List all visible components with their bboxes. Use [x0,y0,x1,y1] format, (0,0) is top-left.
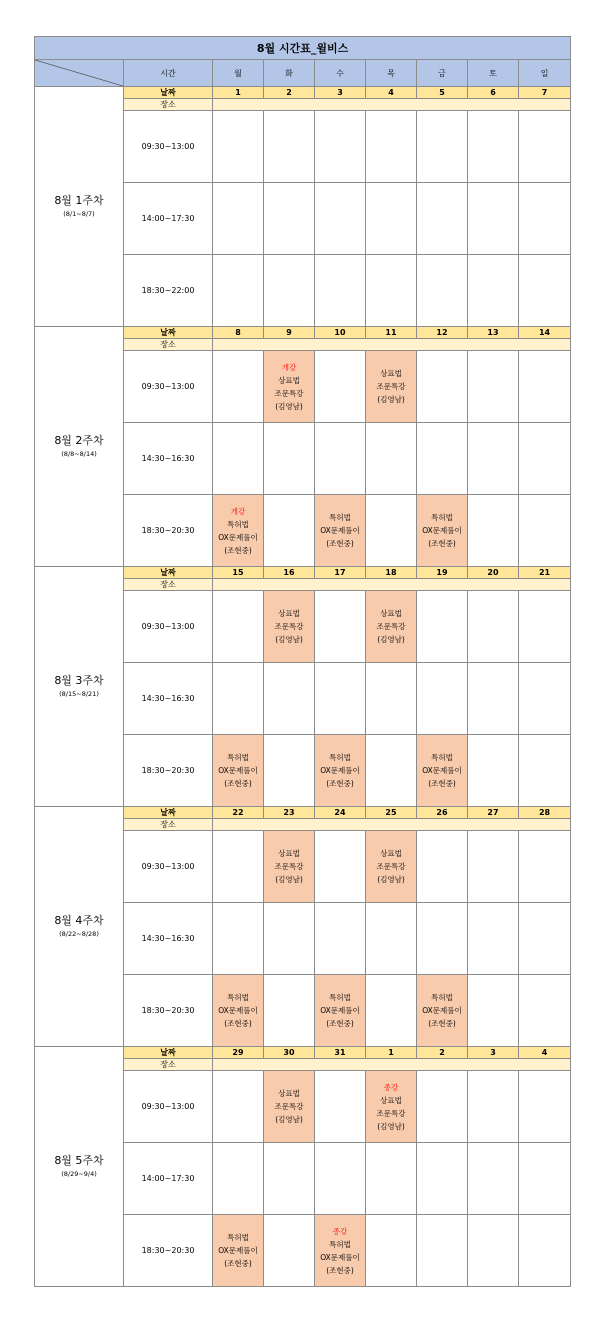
lecture-instructor: (김영남) [275,1115,303,1124]
empty-cell [213,351,264,423]
lecture-subject: 특허법 [227,519,249,529]
empty-cell [315,1143,366,1215]
lecture-instructor: (조현중) [428,1019,456,1028]
date-cell: 31 [315,1047,366,1059]
empty-cell [213,591,264,663]
week-date-range: (8/1~8/7) [63,210,95,218]
lecture-subject: 상표법 [380,369,402,378]
day-header: 목 [366,60,417,87]
empty-cell [366,1215,417,1287]
empty-cell [315,663,366,735]
lecture-title: 조문특강 [274,622,304,631]
time-slot-label: 14:00~17:30 [124,1143,213,1215]
empty-cell [264,255,315,327]
lecture-title: OX문제풀이 [320,1252,360,1262]
week-date-range: (8/8~8/14) [61,450,97,458]
lecture-subject: 상표법 [278,1089,300,1098]
lecture-cell [213,735,264,807]
lecture-subject: 상표법 [278,849,300,858]
lecture-cell [315,1215,366,1287]
empty-cell [213,831,264,903]
empty-cell [468,1143,519,1215]
date-cell: 8 [213,327,264,339]
week-label: 8월 4주차 [54,914,104,927]
empty-cell [417,1143,468,1215]
lecture-cell [315,735,366,807]
lecture-instructor: (김영남) [377,1121,405,1131]
lecture-title: OX문제풀이 [218,532,258,542]
empty-cell [468,903,519,975]
empty-cell [264,903,315,975]
lecture-cell [213,1215,264,1287]
empty-cell [519,903,571,975]
date-cell: 7 [519,87,571,99]
date-cell: 16 [264,567,315,579]
lecture-subject: 특허법 [227,753,249,762]
empty-cell [264,975,315,1047]
empty-cell [519,1071,571,1143]
location-row-label: 장소 [124,819,213,831]
date-cell: 1 [366,1047,417,1059]
lecture-title: 조문특강 [376,862,406,871]
date-cell: 4 [519,1047,571,1059]
day-header: 월 [213,60,264,87]
lecture-instructor: (조현중) [428,779,456,788]
lecture-subject: 특허법 [227,993,249,1002]
day-header: 금 [417,60,468,87]
empty-cell [213,903,264,975]
time-slot-label: 18:30~22:00 [124,255,213,327]
empty-cell [519,255,571,327]
lecture-instructor: (조현중) [224,1259,252,1268]
empty-cell [519,735,571,807]
lecture-status-flag: 종강 [383,1082,399,1092]
empty-cell [519,423,571,495]
location-row-label: 장소 [124,99,213,111]
empty-cell [417,183,468,255]
empty-cell [468,423,519,495]
date-cell: 12 [417,327,468,339]
empty-cell [468,591,519,663]
lecture-instructor: (조현중) [326,1265,354,1275]
time-slot-label: 18:30~20:30 [124,735,213,807]
empty-cell [315,591,366,663]
date-cell: 19 [417,567,468,579]
week-label-cell [35,87,124,327]
date-cell: 4 [366,87,417,99]
empty-cell [468,831,519,903]
date-cell: 6 [468,87,519,99]
timetable [34,36,571,1287]
week-label: 8월 5주차 [54,1154,104,1167]
empty-cell [264,1143,315,1215]
empty-cell [213,423,264,495]
empty-cell [315,351,366,423]
empty-cell [468,495,519,567]
week-date-range: (8/29~9/4) [61,1170,97,1178]
empty-cell [468,351,519,423]
date-cell: 29 [213,1047,264,1059]
time-slot-label: 14:30~16:30 [124,903,213,975]
date-row-label: 날짜 [124,807,213,819]
lecture-subject: 상표법 [380,609,402,618]
lecture-instructor: (김영남) [377,875,405,884]
lecture-instructor: (김영남) [275,401,303,411]
empty-cell [468,1071,519,1143]
empty-cell [468,255,519,327]
location-row-label: 장소 [124,1059,213,1071]
time-slot-label: 09:30~13:00 [124,1071,213,1143]
location-cell [213,1059,571,1071]
location-row-label: 장소 [124,339,213,351]
lecture-cell [213,975,264,1047]
empty-cell [315,183,366,255]
week-label-cell [35,807,124,1047]
empty-cell [213,111,264,183]
empty-cell [468,663,519,735]
time-slot-label: 14:30~16:30 [124,663,213,735]
empty-cell [417,663,468,735]
time-slot-label: 18:30~20:30 [124,1215,213,1287]
lecture-title: OX문제풀이 [320,766,360,775]
empty-cell [315,111,366,183]
empty-cell [417,255,468,327]
date-cell: 3 [315,87,366,99]
week-date-range: (8/15~8/21) [59,690,99,698]
empty-cell [264,663,315,735]
lecture-subject: 특허법 [431,513,453,522]
empty-cell [366,1143,417,1215]
empty-cell [468,975,519,1047]
empty-cell [264,423,315,495]
empty-cell [519,831,571,903]
empty-cell [417,423,468,495]
empty-cell [519,663,571,735]
lecture-instructor: (조현중) [326,539,354,548]
date-cell: 1 [213,87,264,99]
empty-cell [213,663,264,735]
empty-cell [315,903,366,975]
location-cell [213,579,571,591]
lecture-subject: 특허법 [431,753,453,762]
empty-cell [366,495,417,567]
lecture-cell [315,495,366,567]
lecture-cell [366,351,417,423]
empty-cell [315,423,366,495]
week-label-cell [35,1047,124,1287]
date-row-label: 날짜 [124,87,213,99]
empty-cell [519,1215,571,1287]
date-row-label: 날짜 [124,327,213,339]
empty-cell [519,1143,571,1215]
lecture-instructor: (조현중) [224,1019,252,1028]
date-cell: 25 [366,807,417,819]
date-cell: 24 [315,807,366,819]
lecture-subject: 특허법 [329,1239,351,1249]
lecture-cell [264,591,315,663]
empty-cell [417,1215,468,1287]
week-label: 8월 3주차 [54,674,104,687]
lecture-title: 조문특강 [376,622,406,631]
lecture-instructor: (조현중) [326,779,354,788]
time-slot-label: 14:30~16:30 [124,423,213,495]
date-cell: 26 [417,807,468,819]
lecture-subject: 상표법 [380,849,402,858]
empty-cell [519,111,571,183]
lecture-subject: 상표법 [278,375,300,385]
empty-cell [264,1215,315,1287]
empty-cell [213,255,264,327]
day-header: 화 [264,60,315,87]
empty-cell [315,1071,366,1143]
timetable-title: 8월 시간표_윌비스 [35,37,571,60]
lecture-cell [213,495,264,567]
lecture-instructor: (김영남) [275,635,303,644]
date-cell: 23 [264,807,315,819]
empty-cell [366,183,417,255]
empty-cell [366,735,417,807]
empty-cell [315,255,366,327]
lecture-subject: 특허법 [329,993,351,1002]
empty-cell [468,111,519,183]
lecture-instructor: (조현중) [224,545,252,555]
date-row-label: 날짜 [124,567,213,579]
date-cell: 2 [417,1047,468,1059]
empty-cell [519,591,571,663]
empty-cell [213,183,264,255]
empty-cell [519,183,571,255]
date-cell: 2 [264,87,315,99]
date-cell: 13 [468,327,519,339]
lecture-cell [417,735,468,807]
lecture-cell [264,351,315,423]
location-cell [213,99,571,111]
lecture-title: 조문특강 [274,388,304,398]
week-label: 8월 1주차 [54,194,104,207]
date-cell: 15 [213,567,264,579]
empty-cell [264,111,315,183]
empty-cell [366,663,417,735]
date-cell: 18 [366,567,417,579]
location-cell [213,819,571,831]
lecture-title: OX문제풀이 [320,526,360,535]
lecture-title: 조문특강 [274,862,304,871]
time-slot-label: 09:30~13:00 [124,831,213,903]
empty-cell [417,1071,468,1143]
lecture-cell [366,1071,417,1143]
lecture-status-flag: 개강 [230,506,246,516]
lecture-subject: 상표법 [380,1095,402,1105]
week-label-cell [35,327,124,567]
date-cell: 21 [519,567,571,579]
lecture-title: OX문제풀이 [422,1006,462,1015]
time-slot-label: 18:30~20:30 [124,975,213,1047]
date-cell: 28 [519,807,571,819]
empty-cell [468,1215,519,1287]
date-cell: 17 [315,567,366,579]
lecture-subject: 특허법 [329,753,351,762]
empty-cell [417,591,468,663]
time-slot-label: 09:30~13:00 [124,351,213,423]
time-column-header: 시간 [124,60,213,87]
lecture-subject: 특허법 [431,993,453,1002]
empty-cell [417,111,468,183]
lecture-cell [366,831,417,903]
lecture-instructor: (김영남) [377,635,405,644]
empty-cell [417,831,468,903]
empty-cell [213,1071,264,1143]
empty-cell [468,183,519,255]
lecture-title: 조문특강 [376,1108,406,1118]
date-cell: 22 [213,807,264,819]
date-cell: 30 [264,1047,315,1059]
lecture-instructor: (조현중) [326,1019,354,1028]
lecture-cell [315,975,366,1047]
lecture-cell [366,591,417,663]
date-cell: 27 [468,807,519,819]
day-header: 일 [519,60,571,87]
empty-cell [366,975,417,1047]
date-cell: 5 [417,87,468,99]
day-header: 수 [315,60,366,87]
week-label: 8월 2주차 [54,434,104,447]
empty-cell [315,831,366,903]
time-slot-label: 09:30~13:00 [124,111,213,183]
lecture-subject: 특허법 [329,513,351,522]
lecture-title: 조문특강 [274,1102,304,1111]
lecture-subject: 특허법 [227,1233,249,1242]
empty-cell [366,111,417,183]
lecture-subject: 상표법 [278,609,300,618]
date-cell: 14 [519,327,571,339]
empty-cell [366,255,417,327]
empty-cell [519,975,571,1047]
lecture-instructor: (김영남) [377,395,405,404]
lecture-status-flag: 종강 [332,1226,348,1236]
empty-cell [264,735,315,807]
empty-cell [366,423,417,495]
header-corner-cell [35,60,124,87]
location-row-label: 장소 [124,579,213,591]
date-cell: 11 [366,327,417,339]
lecture-cell [264,831,315,903]
lecture-title: OX문제풀이 [422,526,462,535]
week-date-range: (8/22~8/28) [59,930,99,938]
lecture-status-flag: 개강 [281,362,297,372]
diagonal-divider-icon [35,60,123,86]
empty-cell [468,735,519,807]
location-cell [213,339,571,351]
lecture-cell [417,975,468,1047]
lecture-cell [417,495,468,567]
time-slot-label: 18:30~20:30 [124,495,213,567]
lecture-title: OX문제풀이 [320,1006,360,1015]
lecture-title: OX문제풀이 [422,766,462,775]
lecture-title: OX문제풀이 [218,766,258,775]
lecture-instructor: (조현중) [224,779,252,788]
date-row-label: 날짜 [124,1047,213,1059]
lecture-title: OX문제풀이 [218,1006,258,1015]
week-label-cell [35,567,124,807]
lecture-instructor: (조현중) [428,539,456,548]
empty-cell [264,183,315,255]
date-cell: 3 [468,1047,519,1059]
time-slot-label: 14:00~17:30 [124,183,213,255]
empty-cell [264,495,315,567]
lecture-title: 조문특강 [376,382,406,391]
date-cell: 20 [468,567,519,579]
time-slot-label: 09:30~13:00 [124,591,213,663]
day-header: 토 [468,60,519,87]
empty-cell [519,495,571,567]
lecture-cell [264,1071,315,1143]
empty-cell [417,351,468,423]
empty-cell [366,903,417,975]
empty-cell [417,903,468,975]
lecture-instructor: (김영남) [275,875,303,884]
empty-cell [519,351,571,423]
lecture-title: OX문제풀이 [218,1246,258,1255]
date-cell: 9 [264,327,315,339]
date-cell: 10 [315,327,366,339]
empty-cell [213,1143,264,1215]
